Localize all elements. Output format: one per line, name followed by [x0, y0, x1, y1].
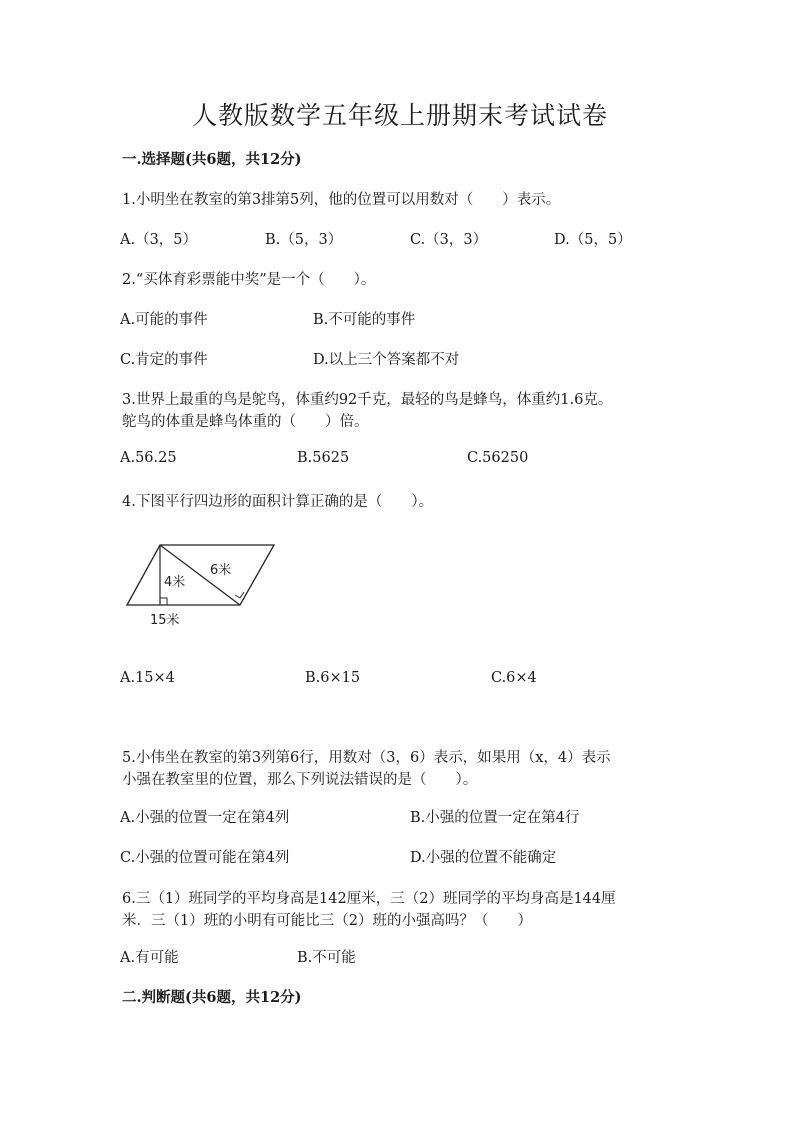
question-1-option-d: D.（5，5） [554, 232, 632, 248]
question-6-text-line-1: 6.三（1）班同学的平均身高是142厘米，三（2）班同学的平均身高是144厘 [122, 891, 616, 907]
question-3-text-line-2: 鸵鸟的体重是蜂鸟体重的（ ）倍。 [122, 414, 369, 430]
label-15m: 15米 [150, 613, 180, 628]
question-4-option-b: B.6×15 [305, 670, 361, 686]
section-heading-choice: 一.选择题(共6题，共12分) [122, 151, 302, 168]
question-4-option-c: C.6×4 [491, 670, 537, 686]
parallelogram-figure [122, 540, 292, 639]
question-4-text: 4.下图平行四边形的面积计算正确的是（ ）。 [122, 494, 434, 510]
question-4-option-a: A.15×4 [120, 670, 175, 686]
right-angle-mark-base [160, 598, 167, 605]
parallelogram-diagram [122, 540, 292, 635]
section-heading-judgement: 二.判断题(共6题，共12分) [122, 989, 302, 1006]
question-3-option-c: C.56250 [467, 450, 529, 466]
label-6m: 6米 [210, 563, 232, 578]
question-1-text: 1.小明坐在教室的第3排第5列，他的位置可以用数对（ ）表示。 [122, 192, 561, 208]
question-2-option-d: D.以上三个答案都不对 [313, 352, 460, 368]
question-2-text: 2.“买体育彩票能中奖”是一个（ ）。 [122, 272, 376, 288]
question-5-text-line-2: 小强在教室里的位置，那么下列说法错误的是（ ）。 [122, 772, 478, 788]
question-2-option-c: C.肯定的事件 [120, 352, 208, 368]
page-title: 人教版数学五年级上册期末考试试卷 [191, 101, 608, 130]
question-3-option-a: A.56.25 [120, 450, 177, 466]
question-5-option-b: B.小强的位置一定在第4行 [410, 810, 580, 826]
question-3-text-line-1: 3.世界上最重的鸟是鸵鸟，体重约92千克，最轻的鸟是蜂鸟，体重约1.6克。 [122, 392, 613, 408]
question-2-option-a: A.可能的事件 [120, 312, 208, 328]
question-5-option-a: A.小强的位置一定在第4列 [120, 810, 290, 826]
question-3-option-b: B.5625 [297, 450, 350, 466]
question-1-option-c: C.（3，3） [410, 232, 488, 248]
question-1-option-a: A.（3，5） [120, 232, 198, 248]
question-6-option-a: A.有可能 [120, 950, 179, 966]
question-6-option-b: B.不可能 [297, 950, 356, 966]
label-4m: 4米 [164, 575, 186, 590]
question-6-text-line-2: 米．三（1）班的小明有可能比三（2）班的小强高吗？（ ） [122, 913, 532, 929]
question-5-option-c: C.小强的位置可能在第4列 [120, 850, 290, 866]
question-5-text-line-1: 5.小伟坐在教室的第3列第6行，用数对（3，6）表示，如果用（x，4）表示 [122, 750, 611, 766]
question-5-option-d: D.小强的位置不能确定 [410, 850, 557, 866]
right-angle-mark-side [235, 592, 244, 598]
question-2-option-b: B.不可能的事件 [313, 312, 416, 328]
question-1-option-b: B.（5，3） [265, 232, 343, 248]
